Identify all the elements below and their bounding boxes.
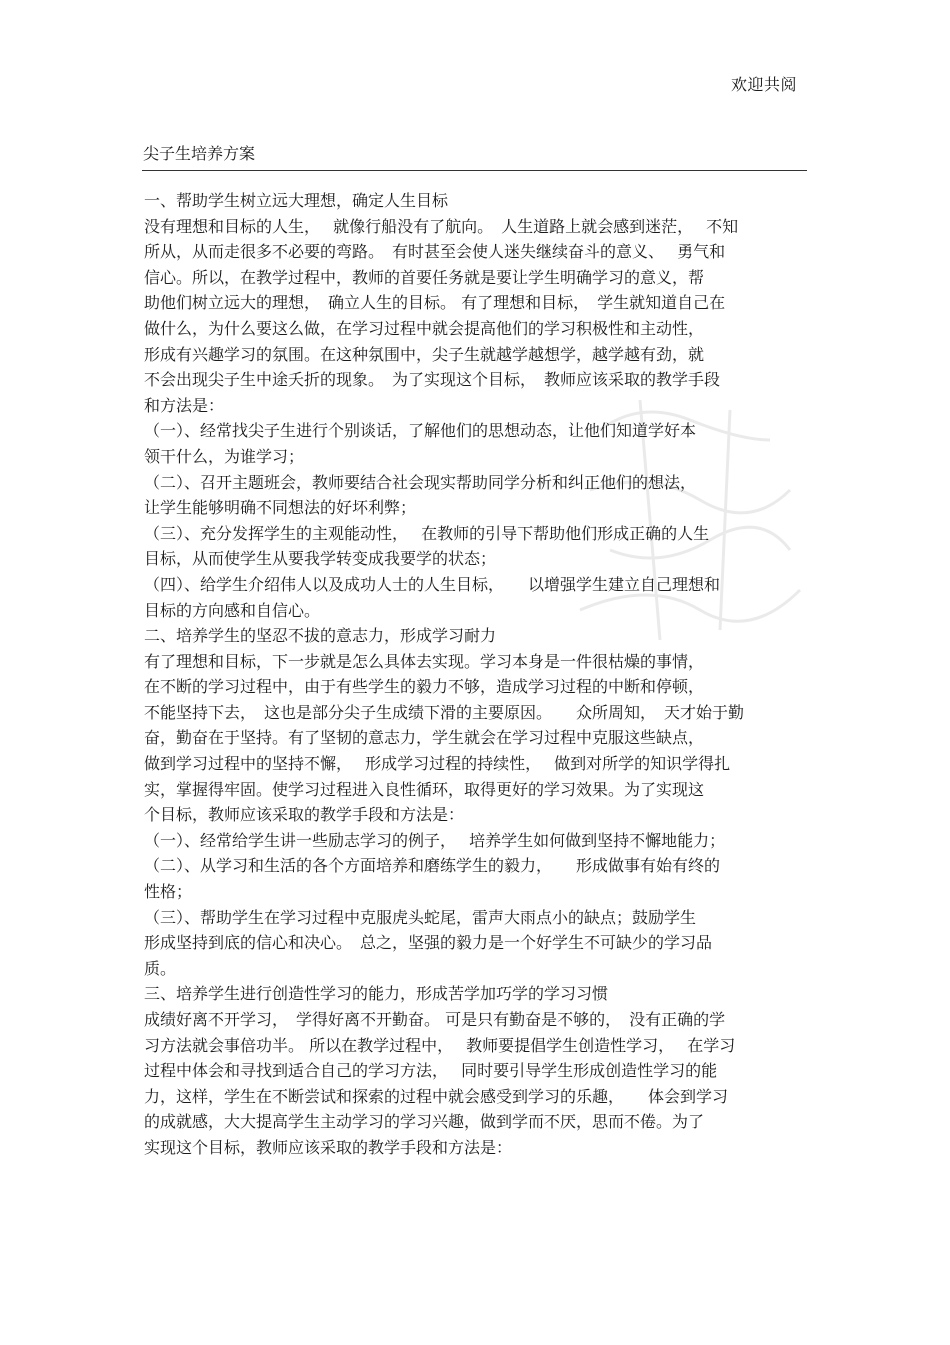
paragraph-line: 三、培养学生进行创造性学习的能力，形成苦学加巧学的学习习惯 — [144, 984, 609, 1004]
document-title: 尖子生培养方案 — [143, 144, 256, 163]
paragraph-line: （二）、召开主题班会，教师要结合社会现实帮助同学分析和纠正他们的想法， — [144, 472, 697, 492]
paragraph-line: 成绩好离不开学习， 学得好离不开勤奋。 可是只有勤奋是不够的， 没有正确的学 — [144, 1010, 726, 1029]
paragraph-line: （三）、充分发挥学生的主观能动性， 在教师的引导下帮助他们形成正确的人生 — [144, 523, 710, 543]
paragraph-line: 奋，勤奋在于坚持。有了坚韧的意志力，学生就会在学习过程中克服这些缺点， — [144, 728, 705, 748]
paragraph-line: 有了理想和目标，下一步就是怎么具体去实现。学习本身是一件很枯燥的事情， — [144, 651, 705, 671]
paragraph-line: 让学生能够明确不同想法的好坏利弊； — [144, 498, 417, 518]
paragraph-line: 实，掌握得牢固。使学习过程进入良性循环，取得更好的学习效果。为了实现这 — [144, 779, 705, 799]
paragraph-line: 和方法是： — [144, 395, 225, 415]
paragraph-line: 习方法就会事倍功半。 所以在教学过程中， 教师要提倡学生创造性学习， 在学习 — [144, 1035, 736, 1055]
paragraph-line: 在不断的学习过程中，由于有些学生的毅力不够，造成学习过程的中断和停顿， — [144, 677, 705, 697]
paragraph-line: 不能坚持下去， 这也是部分尖子生成绩下滑的主要原因。 众所周知， 天才始于勤 — [144, 702, 745, 722]
paragraph-line: （三）、帮助学生在学习过程中克服虎头蛇尾，雷声大雨点小的缺点；鼓励学生 — [144, 907, 697, 927]
paragraph-line: 实现这个目标，教师应该采取的教学手段和方法是： — [144, 1137, 513, 1157]
title-divider — [142, 170, 807, 171]
paragraph-line: 不会出现尖子生中途夭折的现象。 为了实现这个目标， 教师应该采取的教学手段 — [144, 370, 721, 390]
paragraph-line: 做到学习过程中的坚持不懈， 形成学习过程的持续性， 做到对所学的知识学得扎 — [144, 754, 731, 774]
paragraph-line: 形成坚持到底的信心和决心。 总之，坚强的毅力是一个好学生不可缺少的学习品 — [144, 933, 713, 953]
paragraph-line: （四）、给学生介绍伟人以及成功人士的人生目标， 以增强学生建立自己理想和 — [144, 574, 721, 594]
paragraph-line: 做什么，为什么要这么做，在学习过程中就会提高他们的学习积极性和主动性， — [144, 318, 705, 338]
paragraph-line: 过程中体会和寻找到适合自己的学习方法， 同时要引导学生形成创造性学习的能 — [144, 1061, 718, 1081]
paragraph-line: 助他们树立远大的理想， 确立人生的目标。 有了理想和目标， 学生就知道自己在 — [144, 293, 726, 313]
paragraph-line: （一）、经常给学生讲一些励志学习的例子， 培养学生如何做到坚持不懈地能力； — [144, 830, 726, 850]
paragraph-line: 性格； — [144, 882, 193, 902]
paragraph-line: 所从，从而走很多不必要的弯路。 有时甚至会使人迷失继续奋斗的意义、 勇气和 — [144, 242, 726, 262]
document-body — [144, 188, 808, 1161]
paragraph-line: 目标的方向感和自信心。 — [144, 600, 321, 620]
paragraph-line: 质。 — [144, 958, 177, 978]
paragraph-line: 领干什么，为谁学习； — [144, 446, 305, 466]
paragraph-line: （二）、从学习和生活的各个方面培养和磨练学生的毅力， 形成做事有始有终的 — [144, 856, 721, 876]
paragraph-line: 目标，从而使学生从要我学转变成我要学的状态； — [144, 549, 497, 569]
paragraph-line: 形成有兴趣学习的氛围。在这种氛围中，尖子生就越学越想学，越学越有劲，就 — [144, 344, 705, 364]
paragraph-line: 一、帮助学生树立远大理想，确定人生目标 — [144, 191, 449, 210]
header-note: 欢迎共阅 — [731, 75, 798, 94]
paragraph-line: （一）、经常找尖子生进行个别谈话，了解他们的思想动态，让他们知道学好本 — [144, 421, 697, 441]
paragraph-line: 个目标，教师应该采取的教学手段和方法是： — [144, 805, 465, 825]
paragraph-line: 力，这样，学生在不断尝试和探索的过程中就会感受到学习的乐趣， 体会到学习 — [144, 1086, 729, 1106]
paragraph-line: 的成就感，大大提高学生主动学习的学习兴趣，做到学而不厌，思而不倦。为了 — [144, 1112, 705, 1132]
paragraph-line: 没有理想和目标的人生， 就像行船没有了航向。 人生道路上就会感到迷茫， 不知 — [144, 216, 739, 236]
paragraph-line: 二、培养学生的坚忍不拔的意志力，形成学习耐力 — [144, 626, 497, 646]
paragraph-line: 信心。所以，在教学过程中，教师的首要任务就是要让学生明确学习的意义，帮 — [144, 267, 705, 287]
